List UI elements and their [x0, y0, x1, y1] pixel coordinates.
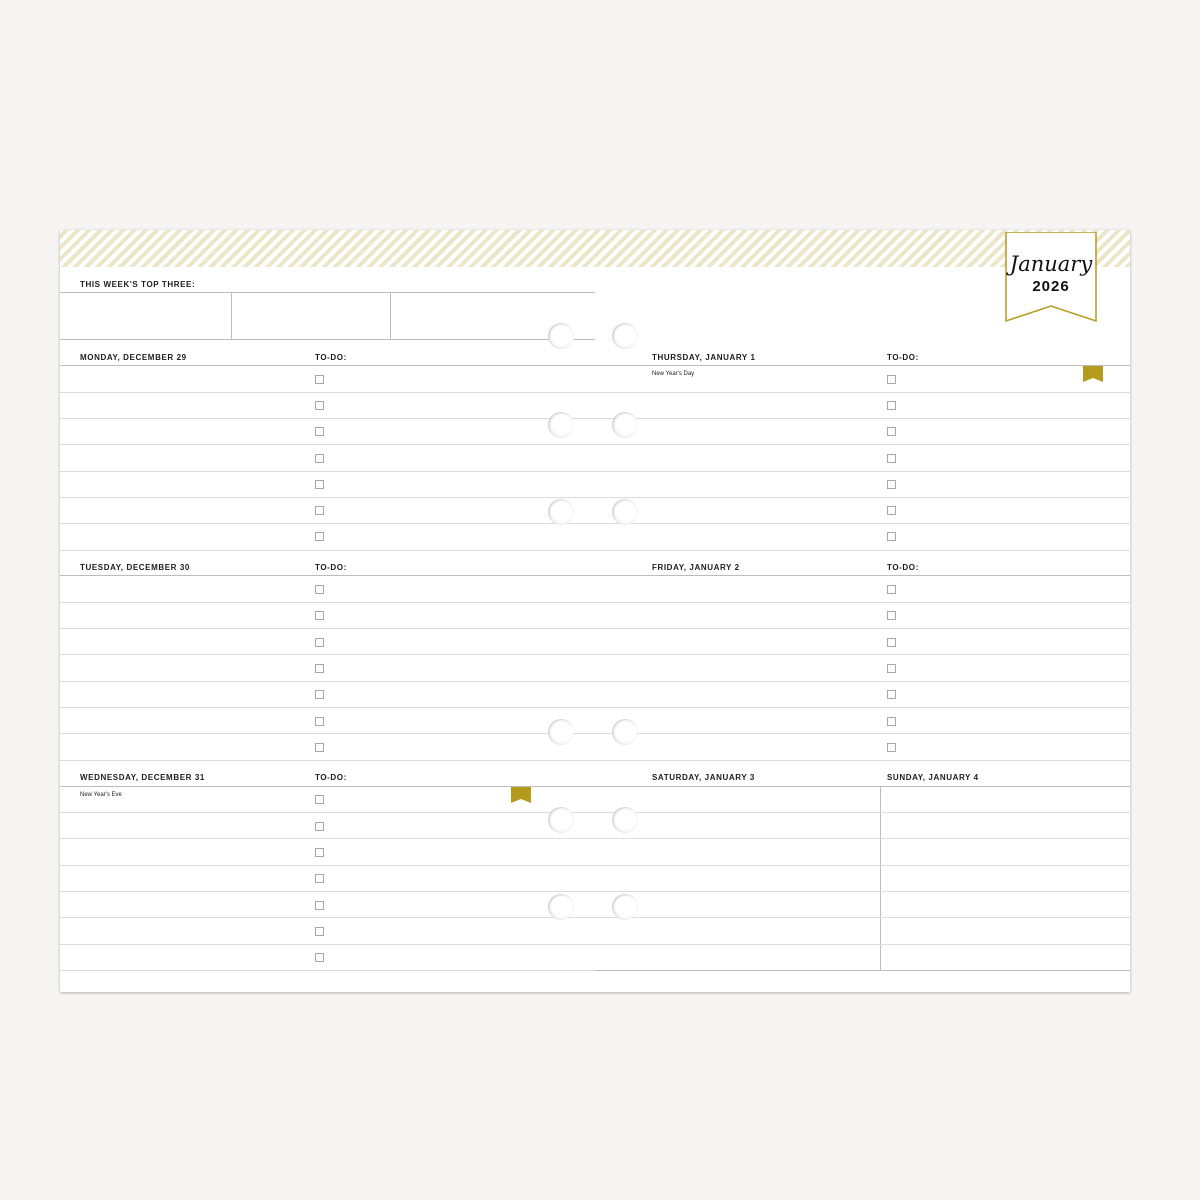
checkbox-icon[interactable]	[315, 585, 324, 594]
top-three-box-1[interactable]	[60, 293, 230, 338]
line	[60, 471, 595, 472]
todo-label-tuesday: TO-DO:	[315, 563, 347, 572]
checkbox-icon[interactable]	[887, 532, 896, 541]
line	[595, 812, 1130, 813]
day-label-friday: FRIDAY, JANUARY 2	[652, 563, 740, 572]
day-label-wednesday: WEDNESDAY, DECEMBER 31	[80, 773, 205, 782]
punch-hole-icon	[548, 807, 574, 833]
day-rule-thursday	[595, 365, 1130, 366]
line	[60, 418, 595, 419]
month-banner	[1005, 232, 1097, 324]
checkbox-icon[interactable]	[315, 611, 324, 620]
checkbox-icon[interactable]	[315, 848, 324, 857]
line	[60, 891, 595, 892]
holiday-note-wednesday: New Year's Eve	[80, 792, 122, 798]
line	[595, 760, 1130, 761]
checkbox-icon[interactable]	[315, 743, 324, 752]
punch-hole-icon	[612, 719, 638, 745]
top-three-bottom-rule	[60, 339, 595, 340]
day-label-saturday: SATURDAY, JANUARY 3	[652, 773, 755, 782]
punch-hole-icon	[548, 894, 574, 920]
checkbox-icon[interactable]	[887, 585, 896, 594]
line	[60, 733, 595, 734]
checkbox-icon[interactable]	[315, 506, 324, 515]
line	[60, 628, 595, 629]
day-rule-tuesday	[60, 575, 595, 576]
checkbox-icon[interactable]	[887, 717, 896, 726]
day-rule-friday	[595, 575, 1130, 576]
line	[60, 444, 595, 445]
checkbox-icon[interactable]	[315, 532, 324, 541]
line	[595, 944, 1130, 945]
punch-hole-icon	[612, 807, 638, 833]
line	[60, 681, 595, 682]
checkbox-icon[interactable]	[315, 375, 324, 384]
checkbox-icon[interactable]	[887, 401, 896, 410]
top-three-label: THIS WEEK'S TOP THREE:	[80, 280, 196, 289]
planner-page	[60, 230, 1130, 992]
todo-label-thursday: TO-DO:	[887, 353, 919, 362]
punch-hole-icon	[612, 499, 638, 525]
line	[60, 707, 595, 708]
line	[60, 812, 595, 813]
checkbox-icon[interactable]	[315, 690, 324, 699]
line	[60, 550, 595, 551]
day-label-sunday: SUNDAY, JANUARY 4	[887, 773, 979, 782]
line	[595, 733, 1130, 734]
checkbox-icon[interactable]	[315, 795, 324, 804]
todo-label-wednesday: TO-DO:	[315, 773, 347, 782]
line	[595, 681, 1130, 682]
checkbox-icon[interactable]	[887, 506, 896, 515]
punch-hole-icon	[612, 412, 638, 438]
line	[595, 523, 1130, 524]
day-rule-wednesday	[60, 786, 595, 787]
checkbox-icon[interactable]	[315, 927, 324, 936]
top-three-box-2[interactable]	[232, 293, 389, 338]
banner-month: January	[1009, 252, 1093, 276]
ribbon-tab-icon	[511, 787, 531, 803]
checkbox-icon[interactable]	[887, 638, 896, 647]
day-label-tuesday: TUESDAY, DECEMBER 30	[80, 563, 190, 572]
punch-hole-icon	[612, 894, 638, 920]
checkbox-icon[interactable]	[887, 480, 896, 489]
day-label-monday: MONDAY, DECEMBER 29	[80, 353, 187, 362]
checkbox-icon[interactable]	[315, 664, 324, 673]
line	[60, 602, 595, 603]
holiday-note-thursday: New Year's Day	[652, 371, 695, 377]
line	[60, 760, 595, 761]
line	[595, 865, 1130, 866]
line	[60, 654, 595, 655]
checkbox-icon[interactable]	[887, 664, 896, 673]
checkbox-icon[interactable]	[315, 401, 324, 410]
line	[595, 602, 1130, 603]
line	[595, 838, 1130, 839]
day-rule-monday	[60, 365, 595, 366]
weekend-bottom-rule	[595, 970, 1130, 971]
line	[595, 471, 1130, 472]
day-label-thursday: THURSDAY, JANUARY 1	[652, 353, 756, 362]
checkbox-icon[interactable]	[315, 874, 324, 883]
checkbox-icon[interactable]	[887, 611, 896, 620]
line	[60, 944, 595, 945]
line	[595, 418, 1130, 419]
punch-hole-icon	[548, 499, 574, 525]
line	[595, 891, 1130, 892]
line	[60, 917, 595, 918]
checkbox-icon[interactable]	[887, 375, 896, 384]
punch-hole-icon	[612, 323, 638, 349]
checkbox-icon[interactable]	[887, 454, 896, 463]
line	[60, 970, 595, 971]
punch-hole-icon	[548, 719, 574, 745]
line	[60, 865, 595, 866]
line	[595, 628, 1130, 629]
weekend-divider	[880, 786, 881, 970]
line	[60, 838, 595, 839]
checkbox-icon[interactable]	[887, 743, 896, 752]
checkbox-icon[interactable]	[315, 454, 324, 463]
banner-year: 2026	[1032, 278, 1070, 295]
todo-label-monday: TO-DO:	[315, 353, 347, 362]
ribbon-tab-icon	[1083, 366, 1103, 382]
line	[595, 444, 1130, 445]
line	[60, 497, 595, 498]
todo-label-friday: TO-DO:	[887, 563, 919, 572]
checkbox-icon[interactable]	[315, 480, 324, 489]
line	[60, 523, 595, 524]
checkbox-icon[interactable]	[315, 901, 324, 910]
checkbox-icon[interactable]	[315, 427, 324, 436]
checkbox-icon[interactable]	[315, 953, 324, 962]
decorative-stripe-band	[60, 230, 1130, 267]
punch-hole-icon	[548, 323, 574, 349]
checkbox-icon[interactable]	[887, 427, 896, 436]
checkbox-icon[interactable]	[315, 717, 324, 726]
line	[595, 497, 1130, 498]
line	[595, 707, 1130, 708]
line	[595, 392, 1130, 393]
punch-hole-icon	[548, 412, 574, 438]
line	[595, 917, 1130, 918]
line	[60, 392, 595, 393]
checkbox-icon[interactable]	[887, 690, 896, 699]
line	[595, 550, 1130, 551]
checkbox-icon[interactable]	[315, 822, 324, 831]
day-rule-weekend	[595, 786, 1130, 787]
line	[595, 654, 1130, 655]
checkbox-icon[interactable]	[315, 638, 324, 647]
